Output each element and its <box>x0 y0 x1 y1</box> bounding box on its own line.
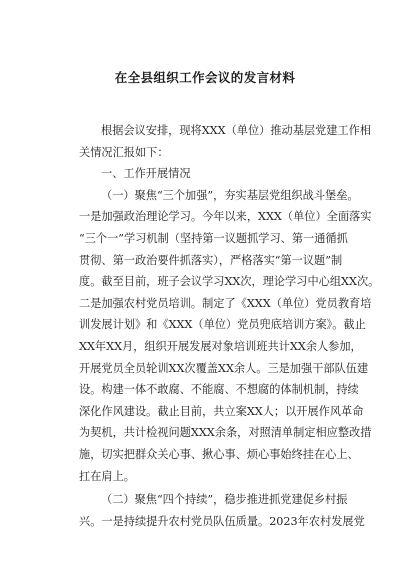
text-line: 设。构建一体不敢腐、不能腐、不想腐的体制机制，持续 <box>79 383 359 397</box>
document-body <box>79 120 380 532</box>
text-line: 施，切实把群众关心事、揪心事、烦心事始终挂在心上、 <box>79 447 359 461</box>
text-line: （一）聚焦“三个加强”，夯实基层党组织战斗堡垒。 <box>101 188 359 202</box>
text-line: 关情况汇报如下： <box>79 145 169 159</box>
text-line: “三个一”学习机制（坚持第一议题抓学习、第一通循抓 <box>79 231 348 245</box>
text-line: 度。截至目前，班子会议学习XX次，理论学习中心组XX次。 <box>79 275 380 289</box>
text-line: 兴。一是持续提升农村党员队伍质量。2023年农村发展党 <box>79 514 365 528</box>
text-line: 训发展计划》和《XXX（单位）党员兜底培训方案》。截止 <box>79 318 366 332</box>
document-title: 在全县组织工作会议的发言材料 <box>114 70 296 85</box>
text-line: 开展党员全员轮训XX次覆盖XX余人。三是加强干部队伍建 <box>79 361 369 375</box>
text-line: 为契机，共计检视问题XXX余条，对照清单制定相应整改措 <box>79 426 372 440</box>
text-line: 深化作风建设。截止目前，共立案XX人；以开展作风革命 <box>79 404 364 418</box>
text-line: 扛在肩上。 <box>79 469 135 483</box>
text-line: 一、工作开展情况 <box>101 167 191 181</box>
text-line: 贯彻、第一政治要件抓落实），严格落实“第一议题”制 <box>79 253 343 267</box>
text-line: 二是加强农村党员培训。制定了《XXX（单位）党员教育培 <box>79 296 372 310</box>
text-line: （二）聚焦“四个持续”，稳步推进抓党建促乡村振 <box>101 493 348 507</box>
text-line: 根据会议安排，现将XXX（单位）推动基层党建工作相 <box>101 124 372 137</box>
text-line: 一是加强政治理论学习。今年以来，XXX（单位）全面落实 <box>79 210 372 224</box>
text-line: XX年XX月，组织开展发展对象培训班共计XX余人参加， <box>79 339 362 353</box>
